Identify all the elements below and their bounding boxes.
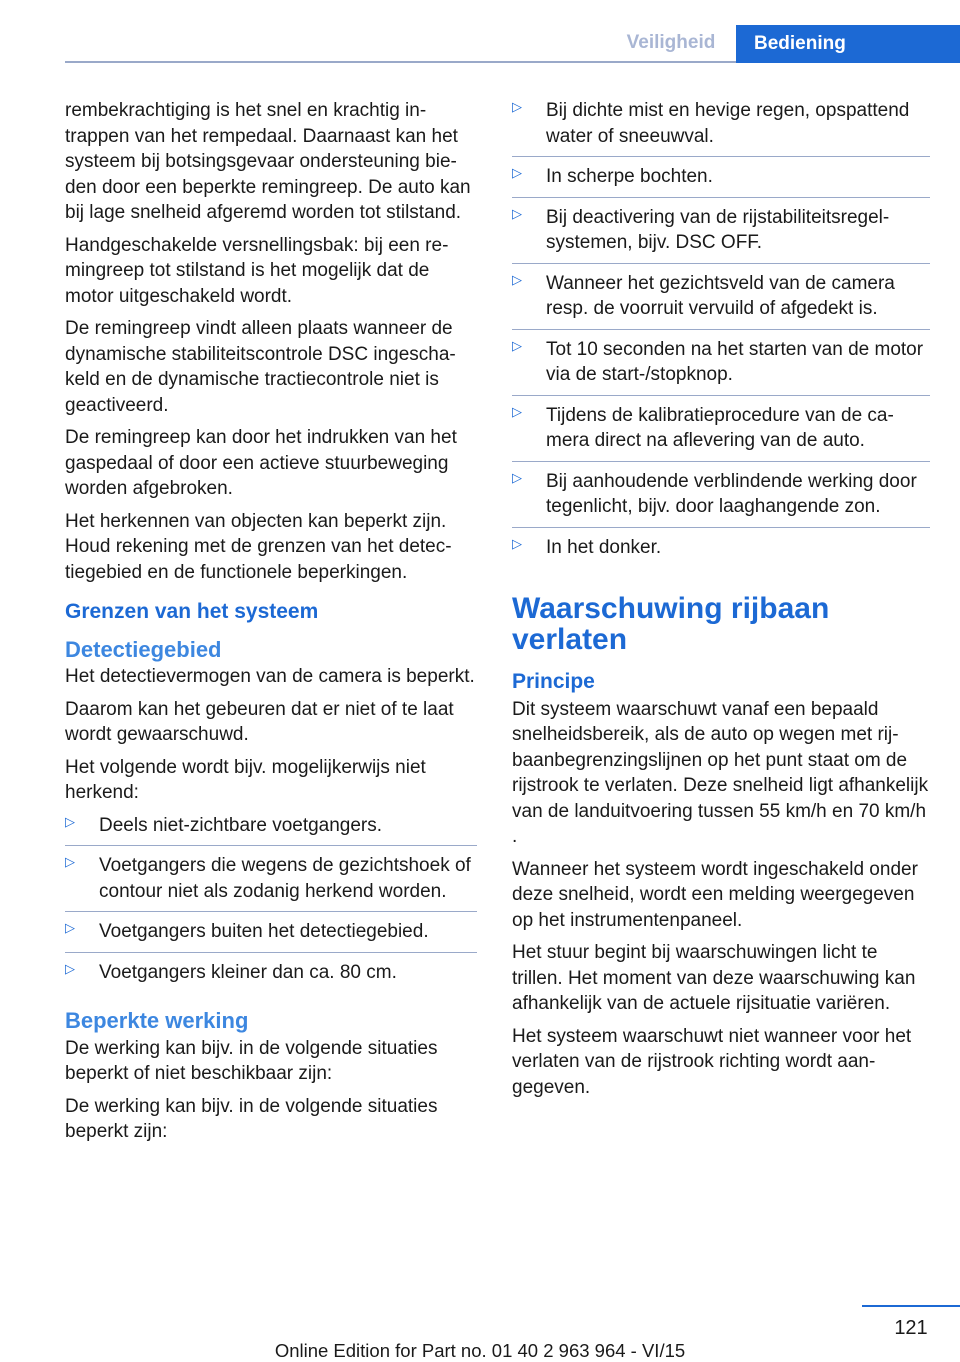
list-item-text: Tijdens de kalibratieprocedure van de camera direct na aflevering van de auto. [546, 404, 894, 451]
list-item-text: In scherpe bochten. [546, 166, 713, 187]
list-item [65, 845, 477, 911]
list-item-text: Tot 10 seconden na het starten van de motor via de start-/stopknop. [546, 338, 924, 385]
list-item [65, 813, 477, 846]
heading-limited-operation: Beperkte werking [65, 1008, 249, 1033]
tab-veiligheid[interactable]: Veiligheid [626, 32, 716, 53]
list-item-text: Voetgangers buiten het detectiegebied. [99, 921, 429, 942]
paragraph: Wanneer het systeem wordt ingeschakeld onder deze snelheid, wordt een melding weergegeven op het instrumentenpaneel. [512, 858, 918, 931]
triangle-bullet-icon: ▷ [512, 205, 522, 221]
list-item-text: Bij deactivering van de rijstabiliteitsregelsystemen, bijv. DSC OFF. [546, 206, 890, 253]
list-item [512, 197, 930, 263]
list-item-text: Voetgangers kleiner dan ca. 80 cm. [99, 961, 397, 983]
heading-system-limits: Grenzen van het systeem [65, 600, 319, 623]
list-item-text: Deels niet-zichtbare voetgangers. [99, 814, 383, 836]
detection-list [65, 813, 477, 993]
triangle-bullet-icon: ▷ [65, 813, 75, 829]
list-item-text: Voetgangers die wegens de gezichtshoek of contour niet als zodanig herkend worden. [99, 855, 471, 902]
list-item-text: Bij dichte mist en hevige regen, opspattend water of sneeuwval. [546, 100, 910, 147]
right-column [512, 98, 930, 1107]
page-number: 121 [894, 1317, 928, 1339]
triangle-bullet-icon: ▷ [512, 403, 522, 419]
list-item [512, 98, 930, 156]
triangle-bullet-icon: ▷ [65, 960, 75, 976]
paragraph: De werking kan bijv. in de volgende situaties beperkt zijn: [65, 1095, 438, 1142]
list-item [512, 329, 930, 395]
list-item-text: In het donker. [546, 536, 662, 558]
list-item [512, 461, 930, 527]
triangle-bullet-icon: ▷ [512, 535, 522, 551]
list-item [512, 395, 930, 461]
paragraph: Het volgende wordt bijv. mogelijkerwijs niet herkend: [65, 756, 426, 803]
heading-principle: Principe [512, 670, 595, 693]
triangle-bullet-icon: ▷ [512, 469, 522, 485]
list-item-text: Bij aanhoudende verblindende werking door tegenlicht, bijv. door laaghangende zon. [546, 470, 917, 517]
heading-detection-area: Detectiegebied [65, 636, 222, 662]
list-item-text: Wanneer het gezichtsveld van de camera resp. de voorruit vervuild of afgedekt is. [546, 272, 895, 319]
paragraph: Daarom kan het gebeuren dat er niet of te laat wordt gewaarschuwd. [65, 698, 454, 745]
list-item [512, 263, 930, 329]
paragraph: Het stuur begint bij waarschuwingen licht te trillen. Het moment van deze waarschuwing kan afhankelijk van de actuele rijsituatie variëren. [512, 942, 916, 1014]
list-item [512, 527, 930, 568]
triangle-bullet-icon: ▷ [512, 337, 522, 353]
heading-lane-departure-warning: Waarschuwing rijbaan verlaten [512, 592, 830, 656]
footer-rule [862, 1305, 960, 1307]
triangle-bullet-icon: ▷ [512, 99, 522, 114]
edition-note: Online Edition for Part no. 01 40 2 963 964 - VI/15 [274, 1340, 686, 1361]
paragraph: De werking kan bijv. in de volgende situaties beperkt of niet beschikbaar zijn: [65, 1037, 438, 1084]
paragraph: De remingreep kan door het indrukken van het gaspedaal of door een actieve stuurbeweging worden afgebroken. [65, 427, 457, 499]
paragraph: Het detectievermogen van de camera is beperkt. [65, 666, 475, 687]
triangle-bullet-icon: ▷ [512, 271, 522, 287]
list-item [65, 911, 477, 952]
paragraph: Het herkennen van objecten kan beperkt zijn. Houd rekening met de grenzen van het detectiegebied en de functionele beperkingen. [65, 510, 452, 583]
paragraph: Dit systeem waarschuwt vanaf een bepaald snelheidsbereik, als de auto op wegen met rijbaanbegrenzingslijnen op het punt staat om de rijstrook te verlaten. Deze snelheid ligt afhankelijk van de landuitvoering tussen 55 km/h en 70 km/h . [512, 698, 929, 847]
paragraph: Het systeem waarschuwt niet wanneer voor het verlaten van de rijstrook richting wordt aangegeven. [512, 1025, 912, 1098]
situations-list [512, 98, 930, 567]
list-item [65, 952, 477, 993]
paragraph: rembekrachtiging is het snel en krachtig intrappen van het rempedaal. Daarnaast kan het systeem bij botsingsgevaar ondersteuning bieden door een beperkte remingreep. De auto kan bij lage snelheid afgeremd worden tot stilstand. [65, 100, 471, 223]
triangle-bullet-icon: ▷ [512, 165, 522, 180]
paragraph: De remingreep vindt alleen plaats wanneer de dynamische stabiliteitscontrole DSC ingeschakeld en de dynamische tractiecontrole niet is geactiveerd. [65, 318, 456, 416]
paragraph: Handgeschakelde versnellingsbak: bij een remingreep tot stilstand is het mogelijk dat de motor uitgeschakeld wordt. [65, 234, 449, 307]
left-column [65, 98, 477, 1152]
triangle-bullet-icon: ▷ [65, 920, 75, 935]
list-item [512, 156, 930, 197]
triangle-bullet-icon: ▷ [65, 854, 75, 869]
tab-bediening[interactable]: Bediening [736, 25, 960, 63]
